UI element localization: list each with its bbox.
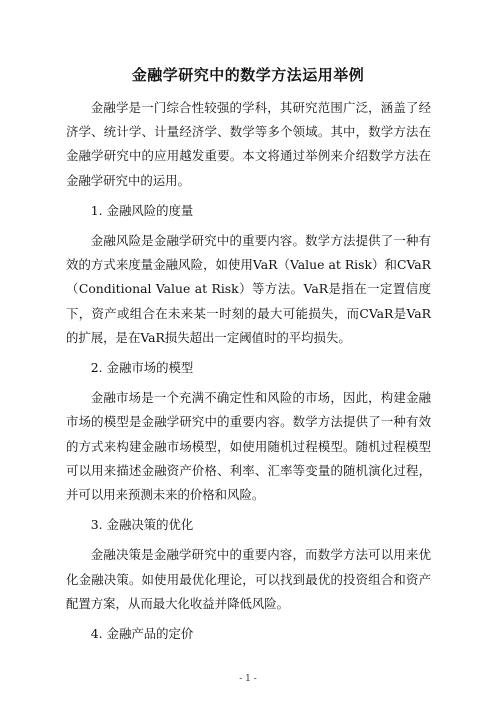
section-body-2: 金融市场是一个充满不确定性和风险的市场，因此，构建金融市场的模型是金融学研究中的重要内容。数学方法提供了一种有效的方式来构建金融市场模型，如使用随机过程模型。随机过程模型可以用来描述金融资产价格、利率、汇率等变量的随机演化过程，并可以用来预测未来的价格和风险。 [66, 390, 431, 503]
section-body-3: 金融决策是金融学研究中的重要内容，而数学方法可以用来优化金融决策。如使用最优化理论，可以找到最优的投资组合和资产配置方案，从而最大化收益并降低风险。 [66, 547, 431, 611]
section-heading-1: 1. 金融风险的度量 [90, 202, 194, 218]
document-body [66, 96, 431, 652]
section-body-1: 金融风险是金融学研究中的重要内容。数学方法提供了一种有效的方式来度量金融风险，如使用VaR（Value at Risk）和CVaR（Conditional Value at Risk）等方法。VaR是指在一定置信度下，资产或组合在未来某一时刻的最大可能损失，而CVaR是VaR的扩展，是在VaR损失超出一定阈值时的平均损失。 [66, 233, 431, 345]
page-title: 金融学研究中的数学方法运用举例 [131, 66, 365, 84]
section-heading-3: 3. 金融决策的优化 [90, 517, 194, 533]
section-heading-4: 4. 金融产品的定价 [90, 626, 194, 642]
intro-paragraph: 金融学是一门综合性较强的学科，其研究范围广泛，涵盖了经济学、统计学、计量经济学、数学等多个领域。其中，数学方法在金融学研究中的应用越发重要。本文将通过举例来介绍数学方法在金融学研究中的运用。 [66, 100, 431, 188]
section-heading-2: 2. 金融市场的模型 [90, 360, 194, 376]
page-number: - 1 - [239, 674, 257, 684]
